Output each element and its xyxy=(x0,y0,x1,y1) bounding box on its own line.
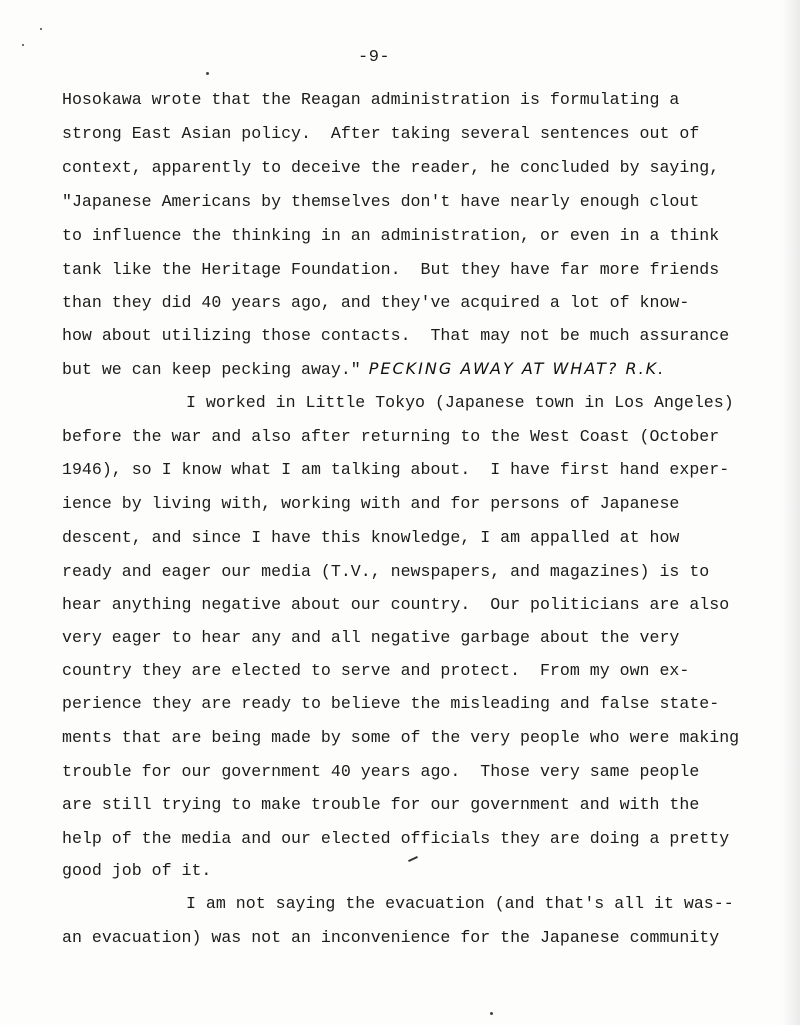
scan-speck xyxy=(22,44,24,46)
text-line: ready and eager our media (T.V., newspapers, and magazines) is to xyxy=(62,562,710,581)
scan-speck xyxy=(490,1012,493,1015)
text-line: ments that are being made by some of the very people who were making xyxy=(62,728,740,747)
text-line: descent, and since I have this knowledge, I am appalled at how xyxy=(62,528,680,547)
text-line: ience by living with, working with and for persons of Japanese xyxy=(62,494,680,513)
page-number: -9- xyxy=(358,48,391,67)
page-edge-shadow xyxy=(782,0,800,1025)
text-line: trouble for our government 40 years ago. Those very same people xyxy=(62,762,700,781)
text-line: tank like the Heritage Foundation. But they have far more friends xyxy=(62,260,720,279)
text-line: than they did 40 years ago, and they've acquired a lot of know- xyxy=(62,293,690,312)
text-line: "Japanese Americans by themselves don't have nearly enough clout xyxy=(62,192,700,211)
text-line: before the war and also after returning to the West Coast (October xyxy=(62,427,720,446)
text-line: strong East Asian policy. After taking several sentences out of xyxy=(62,124,700,143)
text-line: are still trying to make trouble for our government and with the xyxy=(62,795,700,814)
text-line: perience they are ready to believe the misleading and false state- xyxy=(62,694,720,713)
text-line: help of the media and our elected officials they are doing a pretty xyxy=(62,829,730,848)
text-line: country they are elected to serve and protect. From my own ex- xyxy=(62,661,690,680)
text-line: hear anything negative about our country. Our politicians are also xyxy=(62,595,730,614)
text-line: 1946), so I know what I am talking about. I have first hand exper- xyxy=(62,460,730,479)
scan-speck xyxy=(40,28,42,30)
text-line: Hosokawa wrote that the Reagan administration is formulating a xyxy=(62,90,680,109)
text-line: context, apparently to deceive the reader, he concluded by saying, xyxy=(62,158,720,177)
text-line: to influence the thinking in an administration, or even in a think xyxy=(62,226,720,245)
scan-speck xyxy=(206,72,209,75)
text-line: an evacuation) was not an inconvenience for the Japanese community xyxy=(62,928,720,947)
handwritten-note: PECKING AWAY AT WHAT? R.K. xyxy=(368,359,666,378)
pen-mark xyxy=(408,856,418,862)
text-line: but we can keep pecking away." xyxy=(62,360,361,379)
text-line: good job of it. xyxy=(62,861,212,880)
text-line: how about utilizing those contacts. That may not be much assurance xyxy=(62,326,730,345)
text-line-with-note xyxy=(62,361,665,379)
paragraph-start-line: I am not saying the evacuation (and that's all it was-- xyxy=(186,894,734,913)
text-line: very eager to hear any and all negative garbage about the very xyxy=(62,628,680,647)
paragraph-start-line: I worked in Little Tokyo (Japanese town in Los Angeles) xyxy=(186,393,734,412)
